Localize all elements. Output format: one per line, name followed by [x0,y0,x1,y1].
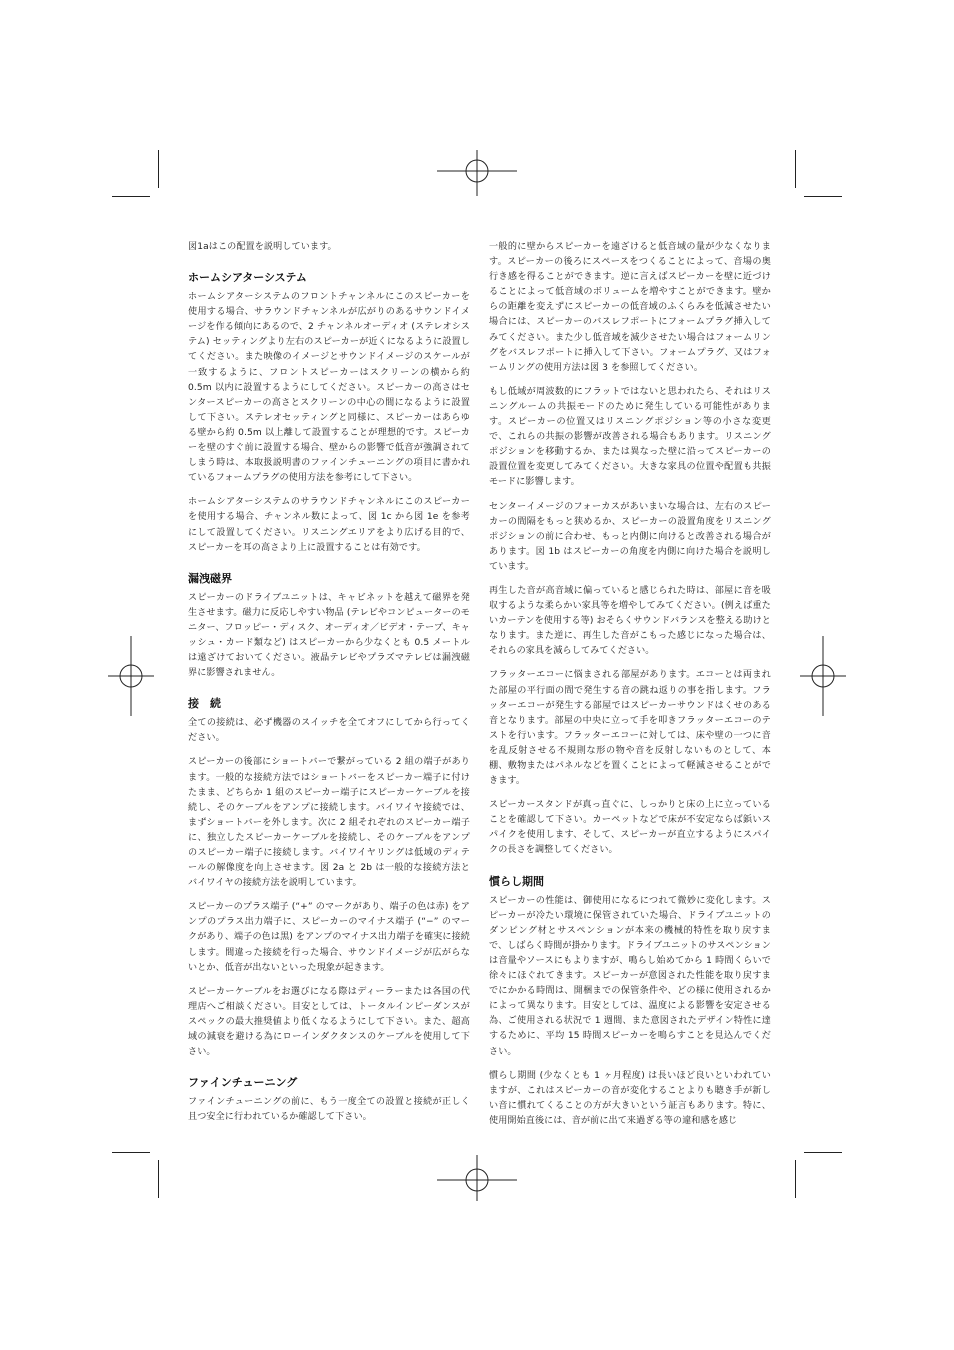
paragraph: 一般的に壁からスピーカーを遠ざけると低音域の量が少なくなります。スピーカーの後ろにスペースをつくることによって、音場の奥行き感を得ることができます。逆に言えばスピーカーを壁に近づけることによって低音域のボリュームを増やすことができます。壁からの距離を変えずにスピーカーの低音域のふくらみを低減させたい場合には、スピーカーのバスレフポートにフォームプラグ挿入してみてください。また少し低音域を減少させたい場合はフォームリングをバスレフポートに挿入して下さい。フォームプラグ、又はフォームリングの使用方法は図 3 を参照してください。 [489,242,771,373]
paragraph: スピーカーのドライブユニットは、キャビネットを越えて磁界を発生させます。磁力に反応しやすい物品 (テレビやコンピューターのモニター、フロッピー・ディスク、オーディオ／ビデオ・テープ、キャッシュ・カード類など) はスピーカーから少なくとも 0.5 メートルは遠ざけておいてください。液晶テレビやプラズマテレビは漏洩磁界に影響されません。 [188,592,470,679]
paragraph: フラッターエコーに悩まされる部屋があります。エコーとは両まれた部屋の平行面の間で発生する音の跳ね返りの事を指します。フラッターエコーが発生する部屋ではスピーカーサウンドはくせのある音となります。部屋の中央に立って手を叩きフラッターエコーのテストを行います。フラッターエコーに対しては、床や壁の一つに音を乱反射させる不規則な形の物や音を反射しないものとして、本棚、敷物またはパネルなどを置くことによって軽減させることができます。 [489,670,771,787]
heading-running-in: 慣らし期間 [489,874,544,888]
right-column [489,240,771,1138]
crop-mark-bottom-right-vertical [795,1160,796,1198]
crop-mark-bottom-left-vertical [158,1160,159,1198]
heading-fine-tuning: ファインチューニング [188,1076,298,1090]
paragraph: 慣らし期間 (少なくとも 1 ヶ月程度) は長いほど良いといわれていますが、これはスピーカーの音が変化することよりも聴き手が新しい音に慣れてくることの方が大きいという証言もあります。特に、使用開始直後には、音が前に出て来過ぎる等の違和感を感じ [489,1070,771,1126]
paragraph: ホームシアターシステムのフロントチャンネルにこのスピーカーを使用する場合、サラウンドチャンネルが広がりのあるサウンドイメージを作る傾向にあるので、2 チャンネルオーディオ (ステレオシステム) セッティングより左右のスピーカーが近くになるように設置してください。また映像のイメージとサウンドイメージのスケールが一致するように、フロントスピーカーはスクリーンの横から約 0.5m 以内に設置するようにしてください。スピーカーの高さはセンタースピーカーの高さとスクリーンの中心の間になるように設置して下さい。ステレオセッティングと同様に、スピーカーはあらゆる壁から約 0.5m 以上離して設置することが理想的です。スピーカーを壁のすぐ前に設置する場合、壁からの影響で低音が強調されてしまう時は、本取扱説明書のファインチューニングの項目に書かれているフォームプラグの使用方法を参考にして下さい。 [188,292,470,484]
intro-paragraph: 図1aはこの配置を説明しています。 [188,242,337,252]
heading-home-theater: ホームシアターシステム [188,271,307,285]
paragraph: スピーカーの性能は、御使用になるにつれて微妙に変化します。スピーカーが冷たい環境に保管されていた場合、ドライブユニットのダンピング材とサスペンションが本来の機械的特性を取り戻すまで、しばらく時間が掛かります。ドライブユニットのサスペンションは音量やソースにもよりますが、鳴らし始めてから 1 時間くらいで徐々にほぐれてきます。スピーカーが意図された性能を取り戻すまでにかかる時間は、開梱までの保管条件や、どの様に使用されるかによって異なります。目安としては、温度による影響を安定させる為、ご使用される状況で 1 週間、また意図されたデザイン特性に達するために、平均 15 時間スピーカーを鳴らすことを見込んでください。 [489,895,771,1057]
crop-mark-top-left-vertical [158,150,159,188]
crop-mark-top-left-horizontal [112,196,150,197]
registration-mark-top-icon [437,150,517,196]
crop-mark-top-right-vertical [795,150,796,188]
paragraph: ファインチューニングの前に、もう一度全ての設置と接続が正しく且つ安全に行われているか確認して下さい。 [188,1097,470,1123]
paragraph: センターイメージのフォーカスがあいまいな場合は、左右のスピーカーの間隔をもっと狭めるか、スピーカーの設置角度をリスニングポジションの前に合わせ、もっと内側に向けると改善される場合があります。図 1b はスピーカーの角度を内側に向けた場合を説明しています。 [489,501,771,572]
paragraph: スピーカーの後部にショートバーで繋がっている 2 組の端子があります。一般的な接続方法ではショートバーをスピーカー端子に付けたまま、どちらか 1 組のスピーカー端子にスピーカーケーブルを接続し、そのケーブルをアンプに接続します。バイワイヤ接続では、まずショートバーを外します。次に 2 組それぞれのスピーカー端子に、独立したスピーカーケーブルを接続し、そのケーブルをアンプのスピーカー端子に接続します。バイワイヤリングは低域のディテールの解像度を向上させます。図 2a と 2b は一般的な接続方法とバイワイヤの接続方法を説明しています。 [188,757,470,889]
heading-connection: 接 続 [188,697,221,711]
registration-mark-right-icon [800,636,846,716]
paragraph: 再生した音が高音域に偏っていると感じられた時は、部屋に音を吸収するような柔らかい家具等を増やしてみてください。(例えば重たいカーテンを使用する等) おそらくサウンドバランスを整える助けとなります。また逆に、再生した音がこもった感じになった場合は、それらの家具を減らしてみてください。 [489,585,771,657]
crop-mark-top-right-horizontal [804,196,842,197]
registration-mark-left-icon [108,636,154,716]
registration-mark-bottom-icon [437,1155,517,1201]
paragraph: ホームシアターシステムのサラウンドチャンネルにこのスピーカーを使用する場合、チャンネル数によって、図 1c から図 1e を参考にして設置してください。リスニングエリアをより広げる目的で、スピーカーを耳の高さより上に設置することは有効です。 [188,497,470,553]
heading-stray-magnetic-field: 漏洩磁界 [188,571,232,585]
crop-mark-bottom-left-horizontal [112,1152,150,1153]
paragraph: 全ての接続は、必ず機器のスイッチを全てオフにしてから行ってください。 [188,718,470,744]
left-column [188,240,470,1134]
paragraph: スピーカーケーブルをお選びになる際はディーラーまたは各国の代理店へご相談ください。目安としては、トータルインピーダンスがスペックの最大推奨値より低くなるようにして下さい。また、超高域の減衰を避ける為にローインダクタンスのケーブルを使用して下さい。 [188,986,470,1058]
paragraph: スピーカースタンドが真っ直ぐに、しっかりと床の上に立っていることを確認して下さい。カーペットなどで床が不安定ならば鋲いスパイクを使用します、そして、スピーカーが直立するようにスパイクの長さを調整してください。 [489,800,771,856]
paragraph: もし低域が周波数的にフラットではないと思われたら、それはリスニングルームの共振モードのために発生している可能性があります。スピーカーの位置又はリスニングポジション等の小さな変更で、これらの共振の影響が改善される場合もあります。リスニングポジションを移動するか、または異なった壁に沿ってスピーカーの設置位置を変更してみてください。大きな家具の位置や配置も共振モードに影響します。 [489,386,771,488]
paragraph: スピーカーのプラス端子 (“+” のマークがあり、端子の色は赤) をアンプのプラス出力端子に、スピーカーのマイナス端子 (“−” のマークがあり、端子の色は黒) をアンプのマイナス出力端子を確実に接続します。間違った接続を行った場合、サウンドイメージが広がらないとか、低音が出ないといった現象が起きます。 [188,902,470,973]
crop-mark-bottom-right-horizontal [804,1152,842,1153]
